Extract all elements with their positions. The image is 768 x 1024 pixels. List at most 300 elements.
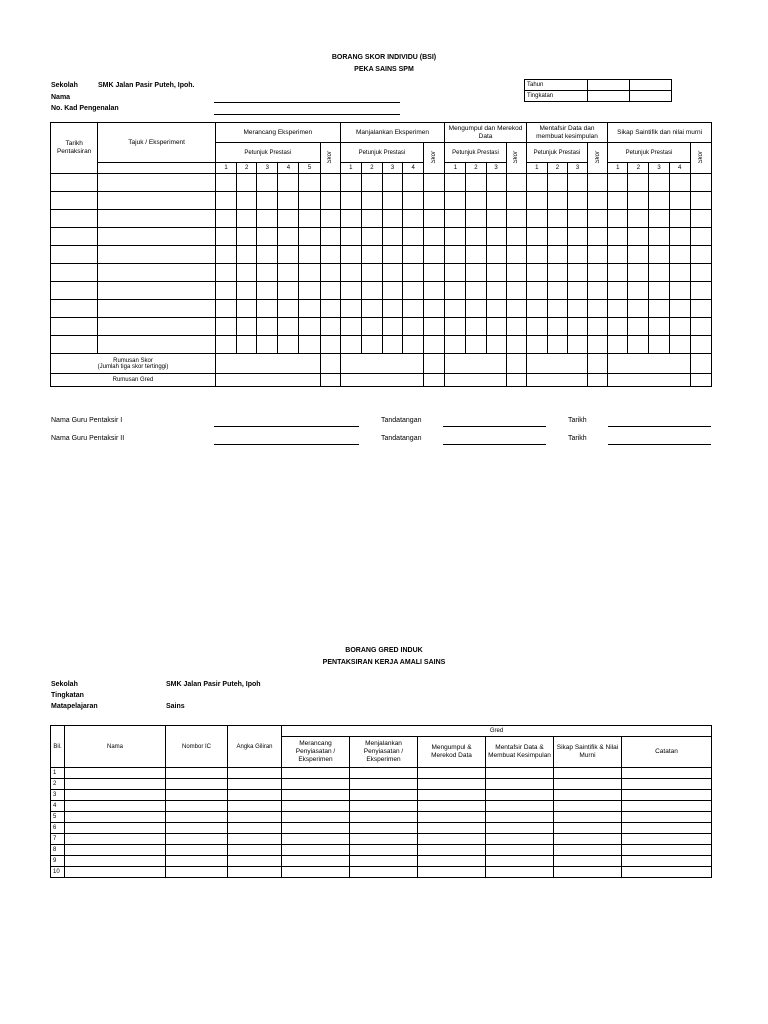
score-cell[interactable] <box>526 300 547 318</box>
score-cell[interactable] <box>506 336 526 354</box>
grade-cell[interactable] <box>486 823 554 834</box>
score-cell[interactable] <box>340 246 361 264</box>
score-cell[interactable] <box>608 282 628 300</box>
score-cell[interactable] <box>98 192 216 210</box>
score-cell[interactable] <box>424 336 445 354</box>
grade-cell[interactable] <box>282 790 350 801</box>
grade-cell[interactable] <box>554 845 622 856</box>
score-cell[interactable] <box>628 174 649 192</box>
grade-cell[interactable] <box>418 812 486 823</box>
score-cell[interactable] <box>382 336 402 354</box>
score-cell[interactable] <box>257 228 278 246</box>
score-cell[interactable] <box>361 246 382 264</box>
score-cell[interactable] <box>361 210 382 228</box>
score-cell[interactable] <box>278 210 299 228</box>
score-cell[interactable] <box>669 246 690 264</box>
grade-cell[interactable] <box>166 823 228 834</box>
rumusan-gred-total[interactable] <box>424 374 445 387</box>
score-cell[interactable] <box>299 300 320 318</box>
score-cell[interactable] <box>690 246 711 264</box>
score-cell[interactable] <box>424 282 445 300</box>
grade-cell[interactable] <box>166 812 228 823</box>
grade-cell[interactable] <box>282 812 350 823</box>
score-cell[interactable] <box>237 228 257 246</box>
grade-cell[interactable] <box>350 812 418 823</box>
score-cell[interactable] <box>669 228 690 246</box>
score-cell[interactable] <box>669 318 690 336</box>
score-cell[interactable] <box>445 192 466 210</box>
score-cell[interactable] <box>403 192 424 210</box>
grade-cell[interactable] <box>554 834 622 845</box>
score-cell[interactable] <box>628 264 649 282</box>
grade-cell[interactable] <box>282 779 350 790</box>
tahun-cell[interactable] <box>588 80 630 91</box>
score-cell[interactable] <box>608 318 628 336</box>
rumusan-gred-cell[interactable] <box>340 374 423 387</box>
score-cell[interactable] <box>382 282 402 300</box>
score-cell[interactable] <box>51 210 98 228</box>
grade-cell[interactable] <box>486 867 554 878</box>
score-cell[interactable] <box>547 246 567 264</box>
score-cell[interactable] <box>669 336 690 354</box>
score-cell[interactable] <box>547 282 567 300</box>
score-cell[interactable] <box>567 318 587 336</box>
grade-cell[interactable] <box>486 790 554 801</box>
score-cell[interactable] <box>649 192 669 210</box>
score-cell[interactable] <box>98 300 216 318</box>
score-cell[interactable] <box>237 192 257 210</box>
grade-cell[interactable] <box>418 768 486 779</box>
grade-cell[interactable] <box>166 801 228 812</box>
score-cell[interactable] <box>588 228 608 246</box>
score-cell[interactable] <box>547 264 567 282</box>
guru2-field[interactable] <box>214 444 359 445</box>
score-cell[interactable] <box>526 192 547 210</box>
score-cell[interactable] <box>215 246 236 264</box>
grade-cell[interactable] <box>554 801 622 812</box>
score-cell[interactable] <box>567 192 587 210</box>
rumusan-gred-cell[interactable] <box>526 374 587 387</box>
score-cell[interactable] <box>237 210 257 228</box>
score-cell[interactable] <box>628 246 649 264</box>
score-cell[interactable] <box>299 264 320 282</box>
tarikh2-field[interactable] <box>608 444 711 445</box>
rumusan-gred-total[interactable] <box>588 374 608 387</box>
grade-cell[interactable] <box>418 779 486 790</box>
score-cell[interactable] <box>424 264 445 282</box>
score-cell[interactable] <box>98 336 216 354</box>
grade-cell[interactable] <box>418 834 486 845</box>
score-cell[interactable] <box>278 264 299 282</box>
grade-cell[interactable] <box>418 823 486 834</box>
grade-cell[interactable] <box>350 845 418 856</box>
rumusan-skor-total[interactable] <box>320 354 340 374</box>
score-cell[interactable] <box>320 318 340 336</box>
score-cell[interactable] <box>51 192 98 210</box>
tandatangan1-field[interactable] <box>443 426 546 427</box>
score-cell[interactable] <box>547 228 567 246</box>
score-cell[interactable] <box>382 228 402 246</box>
grade-cell[interactable] <box>486 801 554 812</box>
grade-cell[interactable] <box>228 790 282 801</box>
grade-cell[interactable] <box>350 823 418 834</box>
score-cell[interactable] <box>340 300 361 318</box>
score-cell[interactable] <box>98 210 216 228</box>
grade-cell[interactable] <box>418 790 486 801</box>
grade-cell[interactable] <box>166 834 228 845</box>
score-cell[interactable] <box>486 246 506 264</box>
score-cell[interactable] <box>299 210 320 228</box>
grade-cell[interactable] <box>65 834 166 845</box>
score-cell[interactable] <box>466 282 486 300</box>
score-cell[interactable] <box>278 318 299 336</box>
score-cell[interactable] <box>588 210 608 228</box>
score-cell[interactable] <box>299 174 320 192</box>
score-cell[interactable] <box>320 228 340 246</box>
score-cell[interactable] <box>445 282 466 300</box>
tingkatan-cell[interactable] <box>588 91 630 102</box>
score-cell[interactable] <box>424 192 445 210</box>
guru1-field[interactable] <box>214 426 359 427</box>
grade-cell[interactable] <box>486 834 554 845</box>
grade-cell[interactable] <box>486 856 554 867</box>
tingkatan-cell[interactable] <box>630 91 672 102</box>
grade-cell[interactable] <box>622 845 712 856</box>
score-cell[interactable] <box>526 282 547 300</box>
grade-cell[interactable] <box>282 834 350 845</box>
score-cell[interactable] <box>506 264 526 282</box>
grade-cell[interactable] <box>554 768 622 779</box>
grade-cell[interactable] <box>350 801 418 812</box>
score-cell[interactable] <box>526 210 547 228</box>
score-cell[interactable] <box>669 174 690 192</box>
score-cell[interactable] <box>466 228 486 246</box>
grade-cell[interactable] <box>228 823 282 834</box>
score-cell[interactable] <box>445 228 466 246</box>
score-cell[interactable] <box>547 174 567 192</box>
score-cell[interactable] <box>486 336 506 354</box>
score-cell[interactable] <box>320 336 340 354</box>
grade-cell[interactable] <box>166 790 228 801</box>
score-cell[interactable] <box>361 192 382 210</box>
score-cell[interactable] <box>608 210 628 228</box>
kad-field[interactable] <box>214 114 400 115</box>
score-cell[interactable] <box>547 318 567 336</box>
score-cell[interactable] <box>382 210 402 228</box>
score-cell[interactable] <box>526 336 547 354</box>
score-cell[interactable] <box>608 192 628 210</box>
score-cell[interactable] <box>215 192 236 210</box>
score-cell[interactable] <box>320 210 340 228</box>
grade-cell[interactable] <box>65 867 166 878</box>
score-cell[interactable] <box>649 228 669 246</box>
score-cell[interactable] <box>567 228 587 246</box>
score-cell[interactable] <box>466 174 486 192</box>
score-cell[interactable] <box>669 300 690 318</box>
score-cell[interactable] <box>547 336 567 354</box>
nama-field[interactable] <box>214 102 400 103</box>
score-cell[interactable] <box>320 192 340 210</box>
score-cell[interactable] <box>486 174 506 192</box>
score-cell[interactable] <box>257 318 278 336</box>
score-cell[interactable] <box>567 246 587 264</box>
score-cell[interactable] <box>340 192 361 210</box>
score-cell[interactable] <box>340 336 361 354</box>
score-cell[interactable] <box>361 282 382 300</box>
score-cell[interactable] <box>403 264 424 282</box>
grade-cell[interactable] <box>554 856 622 867</box>
grade-cell[interactable] <box>622 801 712 812</box>
tarikh1-field[interactable] <box>608 426 711 427</box>
score-cell[interactable] <box>237 264 257 282</box>
rumusan-gred-cell[interactable] <box>608 374 690 387</box>
score-cell[interactable] <box>588 192 608 210</box>
score-cell[interactable] <box>506 318 526 336</box>
grade-cell[interactable] <box>418 856 486 867</box>
score-cell[interactable] <box>215 264 236 282</box>
score-cell[interactable] <box>466 210 486 228</box>
score-cell[interactable] <box>361 228 382 246</box>
grade-cell[interactable] <box>554 812 622 823</box>
rumusan-gred-total[interactable] <box>320 374 340 387</box>
grade-cell[interactable] <box>350 867 418 878</box>
score-cell[interactable] <box>361 300 382 318</box>
score-cell[interactable] <box>628 228 649 246</box>
score-cell[interactable] <box>506 192 526 210</box>
score-cell[interactable] <box>403 246 424 264</box>
rumusan-skor-cell[interactable] <box>608 354 690 374</box>
score-cell[interactable] <box>215 336 236 354</box>
score-cell[interactable] <box>486 300 506 318</box>
score-cell[interactable] <box>466 192 486 210</box>
grade-cell[interactable] <box>166 856 228 867</box>
score-cell[interactable] <box>526 174 547 192</box>
score-cell[interactable] <box>278 192 299 210</box>
rumusan-skor-total[interactable] <box>588 354 608 374</box>
grade-cell[interactable] <box>282 768 350 779</box>
score-cell[interactable] <box>215 318 236 336</box>
grade-cell[interactable] <box>418 845 486 856</box>
score-cell[interactable] <box>403 300 424 318</box>
score-cell[interactable] <box>340 210 361 228</box>
score-cell[interactable] <box>257 192 278 210</box>
score-cell[interactable] <box>628 336 649 354</box>
score-cell[interactable] <box>403 336 424 354</box>
score-cell[interactable] <box>649 300 669 318</box>
score-cell[interactable] <box>526 228 547 246</box>
score-cell[interactable] <box>486 282 506 300</box>
score-cell[interactable] <box>361 318 382 336</box>
grade-cell[interactable] <box>622 812 712 823</box>
score-cell[interactable] <box>628 282 649 300</box>
score-cell[interactable] <box>51 174 98 192</box>
score-cell[interactable] <box>567 282 587 300</box>
grade-cell[interactable] <box>622 768 712 779</box>
score-cell[interactable] <box>649 210 669 228</box>
grade-cell[interactable] <box>282 867 350 878</box>
grade-cell[interactable] <box>486 779 554 790</box>
score-cell[interactable] <box>257 210 278 228</box>
grade-cell[interactable] <box>418 801 486 812</box>
score-cell[interactable] <box>257 300 278 318</box>
score-cell[interactable] <box>445 264 466 282</box>
grade-cell[interactable] <box>65 790 166 801</box>
score-cell[interactable] <box>506 300 526 318</box>
grade-cell[interactable] <box>65 823 166 834</box>
grade-cell[interactable] <box>166 768 228 779</box>
score-cell[interactable] <box>608 336 628 354</box>
rumusan-gred-cell[interactable] <box>215 374 320 387</box>
score-cell[interactable] <box>445 300 466 318</box>
grade-cell[interactable] <box>65 856 166 867</box>
score-cell[interactable] <box>608 264 628 282</box>
score-cell[interactable] <box>486 318 506 336</box>
score-cell[interactable] <box>547 192 567 210</box>
score-cell[interactable] <box>237 318 257 336</box>
grade-cell[interactable] <box>622 823 712 834</box>
score-cell[interactable] <box>547 210 567 228</box>
score-cell[interactable] <box>320 282 340 300</box>
grade-cell[interactable] <box>65 845 166 856</box>
grade-cell[interactable] <box>228 801 282 812</box>
score-cell[interactable] <box>466 336 486 354</box>
score-cell[interactable] <box>567 300 587 318</box>
score-cell[interactable] <box>98 318 216 336</box>
score-cell[interactable] <box>690 300 711 318</box>
score-cell[interactable] <box>628 192 649 210</box>
score-cell[interactable] <box>299 192 320 210</box>
score-cell[interactable] <box>215 210 236 228</box>
score-cell[interactable] <box>690 318 711 336</box>
score-cell[interactable] <box>445 336 466 354</box>
grade-cell[interactable] <box>282 801 350 812</box>
rumusan-skor-cell[interactable] <box>215 354 320 374</box>
score-cell[interactable] <box>628 210 649 228</box>
score-cell[interactable] <box>649 318 669 336</box>
score-cell[interactable] <box>424 174 445 192</box>
score-cell[interactable] <box>257 264 278 282</box>
grade-cell[interactable] <box>350 834 418 845</box>
score-cell[interactable] <box>98 246 216 264</box>
grade-cell[interactable] <box>486 845 554 856</box>
score-cell[interactable] <box>608 228 628 246</box>
grade-cell[interactable] <box>350 856 418 867</box>
score-cell[interactable] <box>486 210 506 228</box>
score-cell[interactable] <box>486 264 506 282</box>
rumusan-gred-total[interactable] <box>690 374 711 387</box>
score-cell[interactable] <box>382 300 402 318</box>
score-cell[interactable] <box>424 300 445 318</box>
score-cell[interactable] <box>382 264 402 282</box>
rumusan-skor-cell[interactable] <box>445 354 506 374</box>
score-cell[interactable] <box>299 318 320 336</box>
score-cell[interactable] <box>526 318 547 336</box>
score-cell[interactable] <box>237 174 257 192</box>
score-cell[interactable] <box>51 228 98 246</box>
rumusan-skor-total[interactable] <box>424 354 445 374</box>
score-cell[interactable] <box>649 336 669 354</box>
score-cell[interactable] <box>669 264 690 282</box>
score-cell[interactable] <box>588 282 608 300</box>
grade-cell[interactable] <box>166 845 228 856</box>
score-cell[interactable] <box>526 246 547 264</box>
score-cell[interactable] <box>340 228 361 246</box>
score-cell[interactable] <box>466 300 486 318</box>
score-cell[interactable] <box>628 300 649 318</box>
score-cell[interactable] <box>588 264 608 282</box>
score-cell[interactable] <box>690 264 711 282</box>
score-cell[interactable] <box>98 228 216 246</box>
grade-cell[interactable] <box>228 812 282 823</box>
rumusan-gred-cell[interactable] <box>445 374 506 387</box>
grade-cell[interactable] <box>282 856 350 867</box>
score-cell[interactable] <box>628 318 649 336</box>
grade-cell[interactable] <box>350 779 418 790</box>
score-cell[interactable] <box>588 246 608 264</box>
score-cell[interactable] <box>649 246 669 264</box>
score-cell[interactable] <box>506 282 526 300</box>
grade-cell[interactable] <box>65 801 166 812</box>
score-cell[interactable] <box>424 210 445 228</box>
grade-cell[interactable] <box>65 779 166 790</box>
score-cell[interactable] <box>257 336 278 354</box>
score-cell[interactable] <box>299 246 320 264</box>
score-cell[interactable] <box>237 300 257 318</box>
score-cell[interactable] <box>278 228 299 246</box>
score-cell[interactable] <box>215 300 236 318</box>
score-cell[interactable] <box>649 282 669 300</box>
score-cell[interactable] <box>215 228 236 246</box>
score-cell[interactable] <box>215 282 236 300</box>
score-cell[interactable] <box>445 174 466 192</box>
score-cell[interactable] <box>340 282 361 300</box>
score-cell[interactable] <box>608 246 628 264</box>
score-cell[interactable] <box>466 264 486 282</box>
score-cell[interactable] <box>506 210 526 228</box>
score-cell[interactable] <box>340 318 361 336</box>
score-cell[interactable] <box>608 300 628 318</box>
grade-cell[interactable] <box>486 768 554 779</box>
score-cell[interactable] <box>51 246 98 264</box>
score-cell[interactable] <box>424 318 445 336</box>
grade-cell[interactable] <box>622 867 712 878</box>
score-cell[interactable] <box>51 264 98 282</box>
score-cell[interactable] <box>445 246 466 264</box>
tahun-cell[interactable] <box>630 80 672 91</box>
grade-cell[interactable] <box>228 856 282 867</box>
grade-cell[interactable] <box>282 823 350 834</box>
score-cell[interactable] <box>506 174 526 192</box>
score-cell[interactable] <box>567 174 587 192</box>
score-cell[interactable] <box>237 246 257 264</box>
score-cell[interactable] <box>320 264 340 282</box>
score-cell[interactable] <box>567 264 587 282</box>
grade-cell[interactable] <box>622 834 712 845</box>
score-cell[interactable] <box>361 174 382 192</box>
score-cell[interactable] <box>403 210 424 228</box>
score-cell[interactable] <box>340 264 361 282</box>
score-cell[interactable] <box>382 246 402 264</box>
score-cell[interactable] <box>98 264 216 282</box>
score-cell[interactable] <box>690 336 711 354</box>
score-cell[interactable] <box>237 282 257 300</box>
score-cell[interactable] <box>588 318 608 336</box>
grade-cell[interactable] <box>228 779 282 790</box>
score-cell[interactable] <box>567 336 587 354</box>
tandatangan2-field[interactable] <box>443 444 546 445</box>
score-cell[interactable] <box>257 246 278 264</box>
score-cell[interactable] <box>278 246 299 264</box>
